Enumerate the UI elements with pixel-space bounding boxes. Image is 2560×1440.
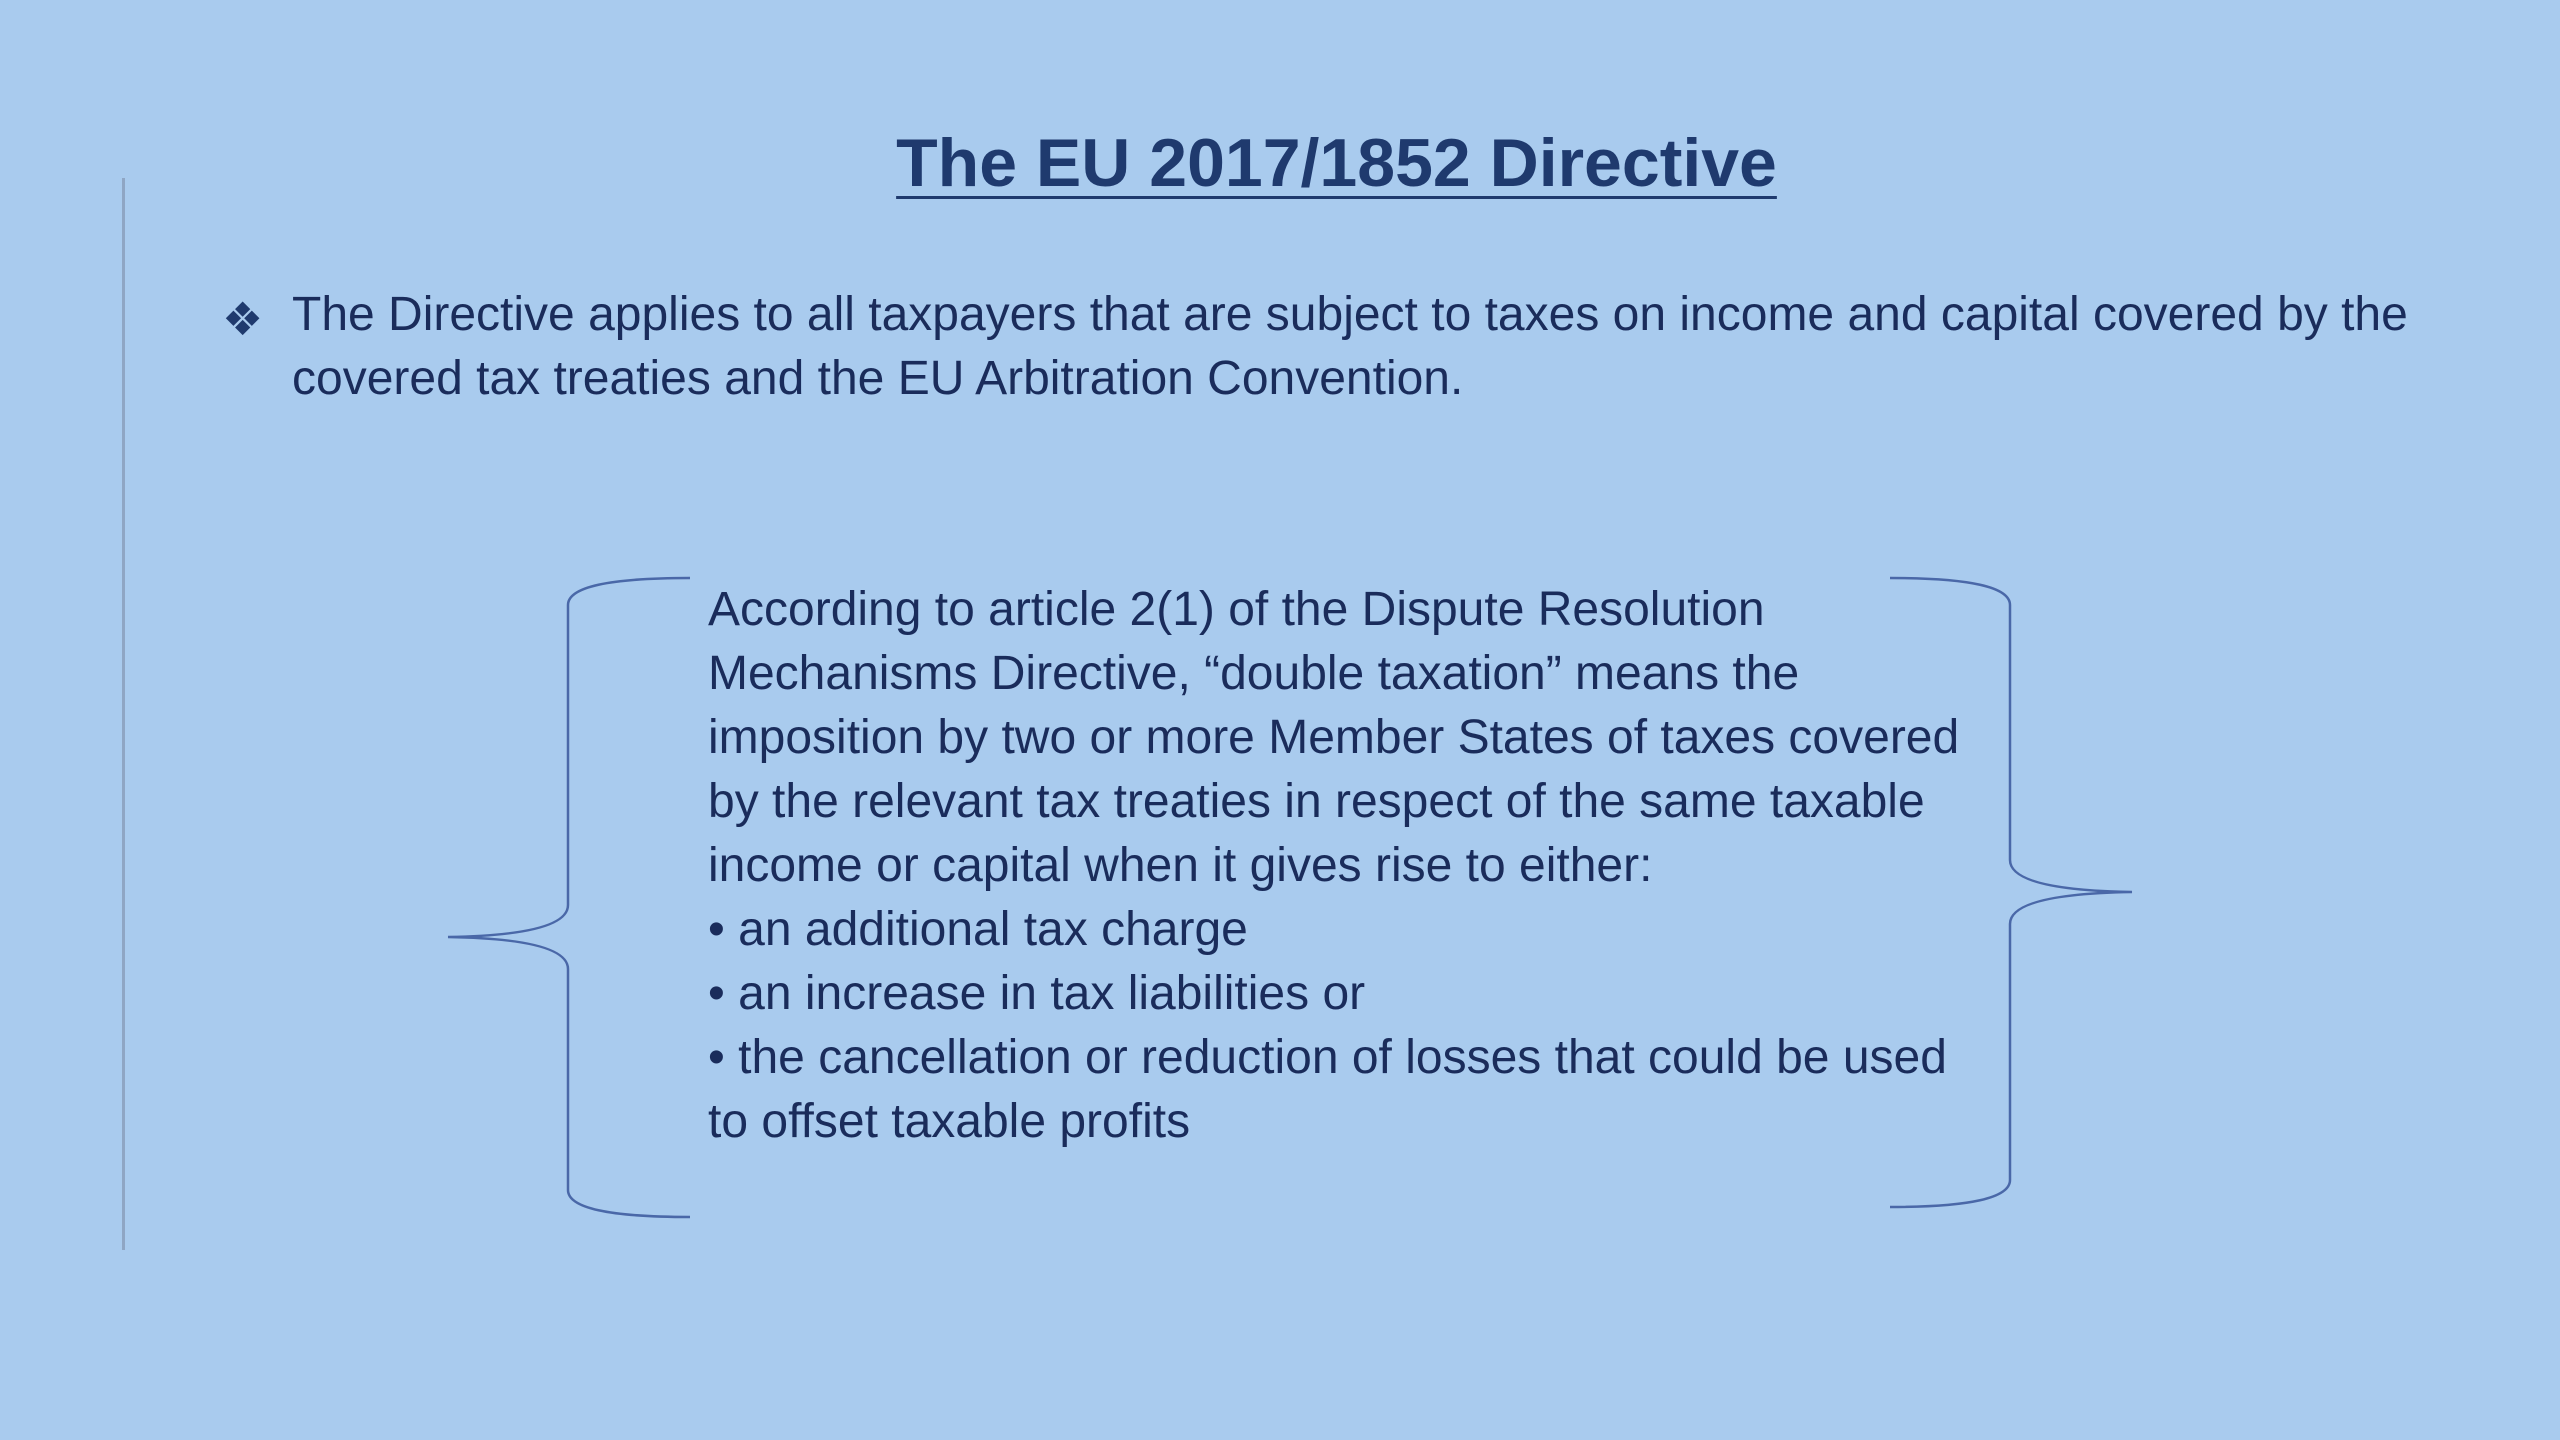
definition-list-item: • an increase in tax liabilities or bbox=[708, 967, 1366, 1020]
definition-list-item: • the cancellation or reduction of losses that could be used to offset taxable profits bbox=[708, 1031, 1961, 1148]
double-taxation-definition bbox=[708, 578, 1978, 1154]
slide-title: The EU 2017/1852 Directive bbox=[896, 125, 1777, 201]
diamond-four-petal-icon: ❖ bbox=[222, 292, 264, 346]
left-brace bbox=[448, 578, 690, 1217]
bullet-text: The Directive applies to all taxpayers that are subject to taxes on income and capital covered by the covered tax treaties and the EU Arbitration Convention. bbox=[292, 288, 2408, 405]
definition-list-item: • an additional tax charge bbox=[708, 903, 1248, 956]
definition-intro: According to article 2(1) of the Dispute Resolution Mechanisms Directive, “double taxation” means the imposition by two or more Member States of taxes covered by the relevant tax treaties in respect of the same taxable income or capital when it gives rise to either: bbox=[708, 583, 1973, 892]
left-vertical-rule bbox=[122, 178, 125, 1250]
